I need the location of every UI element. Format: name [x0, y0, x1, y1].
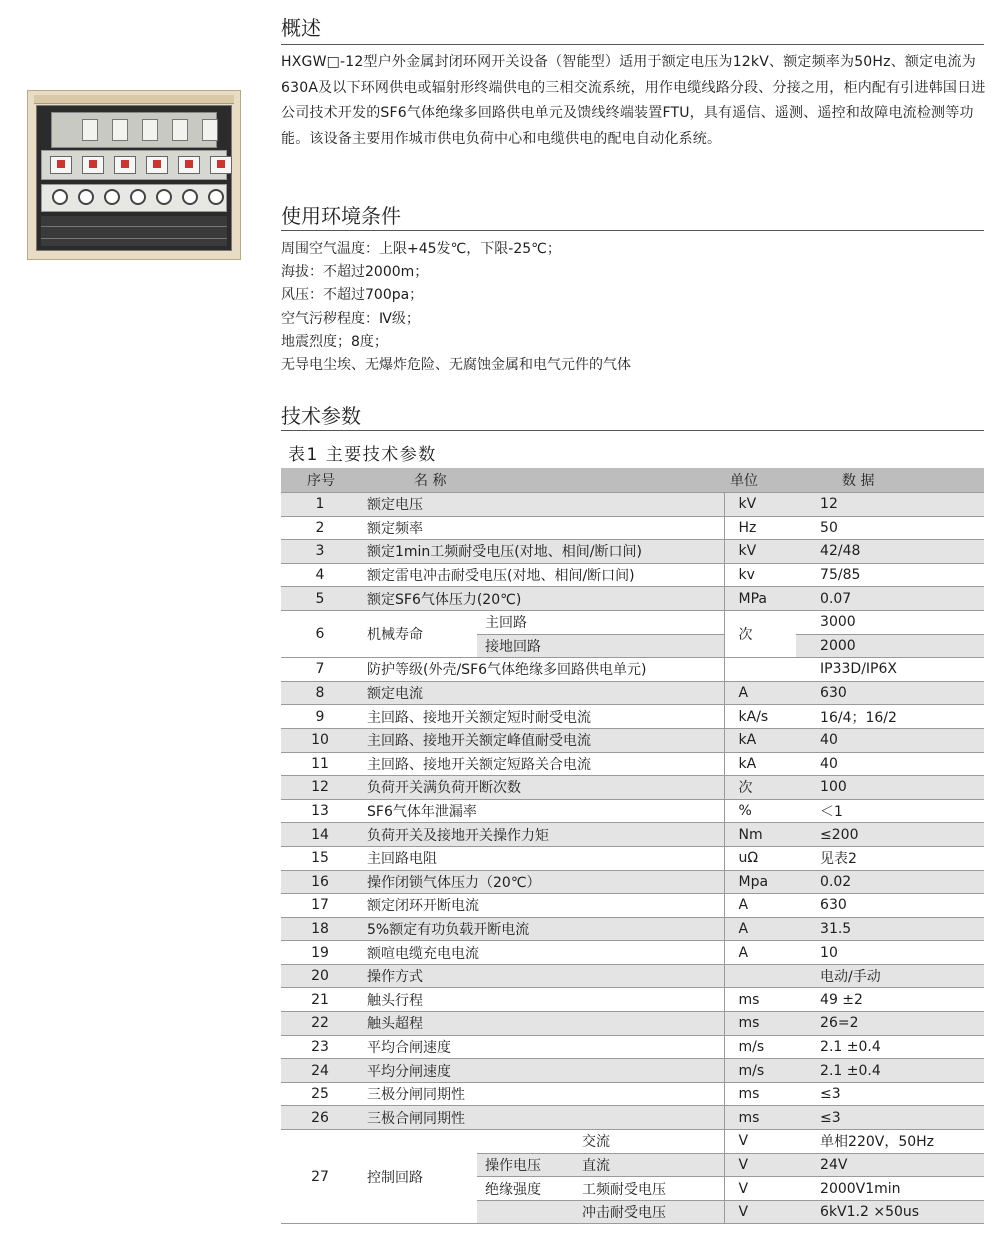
row-value: 40 [796, 728, 984, 752]
row-unit: kA/s [724, 705, 796, 729]
table-row [281, 752, 984, 776]
row-name: 额定SF6气体压力(20℃) [359, 587, 724, 611]
spec-table [281, 468, 984, 1224]
row-name: 额定1min工频耐受电压(对地、相间/断口间) [359, 540, 724, 564]
env-atmosphere: 无导电尘埃、无爆炸危险、无腐蚀金属和电气元件的气体 [281, 356, 631, 373]
table-row [281, 799, 984, 823]
row-unit [724, 964, 796, 988]
table-row [281, 1106, 984, 1130]
row-unit: A [724, 894, 796, 918]
table-row [281, 870, 984, 894]
row-value: 单相220V，50Hz [796, 1130, 984, 1154]
row-value: 2000V1min [796, 1177, 984, 1201]
row-name: 主回路、接地开关额定峰值耐受电流 [359, 728, 724, 752]
row-unit: kV [724, 493, 796, 517]
row-name: 触头行程 [359, 988, 724, 1012]
row-unit: kA [724, 752, 796, 776]
params-title: 技术参数 [281, 404, 361, 428]
row-unit: ms [724, 988, 796, 1012]
row-group: 绝缘强度 [477, 1177, 574, 1201]
table-header-row [281, 468, 984, 493]
row-value: ＜1 [796, 799, 984, 823]
table-row [281, 516, 984, 540]
table-row [281, 823, 984, 847]
row-value: 49 ±2 [796, 988, 984, 1012]
row-no: 7 [281, 658, 359, 682]
row-subname: 冲击耐受电压 [574, 1200, 724, 1224]
row-no: 11 [281, 752, 359, 776]
row-name: 机械寿命 [359, 610, 477, 657]
row-name: 主回路、接地开关额定短路关合电流 [359, 752, 724, 776]
row-name: 额定电流 [359, 681, 724, 705]
row-unit: V [724, 1130, 796, 1154]
env-wind-pressure: 风压：不超过700pa； [281, 287, 424, 304]
row-name: 操作闭锁气体压力（20℃） [359, 870, 724, 894]
row-unit: 次 [724, 776, 796, 800]
row-no: 5 [281, 587, 359, 611]
row-no: 1 [281, 493, 359, 517]
row-no: 2 [281, 516, 359, 540]
row-value: ≤3 [796, 1082, 984, 1106]
environment-list [281, 238, 981, 377]
table-row [281, 1059, 984, 1083]
row-subname: 工频耐受电压 [574, 1177, 724, 1201]
row-name: 负荷开关满负荷开断次数 [359, 776, 724, 800]
row-unit: Nm [724, 823, 796, 847]
row-value: ≤3 [796, 1106, 984, 1130]
env-pollution: 空气污秽程度：Ⅳ级； [281, 310, 420, 327]
row-name: 主回路、接地开关额定短时耐受电流 [359, 705, 724, 729]
row-value: 100 [796, 776, 984, 800]
row-value: 16/4；16/2 [796, 705, 984, 729]
row-unit: Hz [724, 516, 796, 540]
row-no: 10 [281, 728, 359, 752]
row-value: 2000 [796, 634, 984, 658]
row-name: 触头超程 [359, 1012, 724, 1036]
env-seismic: 地震烈度；8度； [281, 333, 388, 350]
row-name: SF6气体年泄漏率 [359, 799, 724, 823]
table-row [281, 1012, 984, 1036]
row-unit: V [724, 1153, 796, 1177]
row-no: 9 [281, 705, 359, 729]
table-row [281, 917, 984, 941]
row-group-empty [477, 1130, 574, 1154]
table-row [281, 846, 984, 870]
row-no: 19 [281, 941, 359, 965]
row-no: 27 [281, 1130, 359, 1224]
row-value: 50 [796, 516, 984, 540]
environment-rule [281, 230, 984, 231]
header-no: 序号 [281, 468, 359, 493]
row-no: 18 [281, 917, 359, 941]
row-name: 额定频率 [359, 516, 724, 540]
row-name: 主回路电阻 [359, 846, 724, 870]
row-value: 0.07 [796, 587, 984, 611]
row-unit: A [724, 681, 796, 705]
row-unit: MPa [724, 587, 796, 611]
row-subname: 接地回路 [477, 634, 724, 658]
row-no: 20 [281, 964, 359, 988]
row-value: 42/48 [796, 540, 984, 564]
table-row [281, 776, 984, 800]
table-row [281, 894, 984, 918]
row-value: 见表2 [796, 846, 984, 870]
row-unit: kA [724, 728, 796, 752]
row-subname: 直流 [574, 1153, 724, 1177]
row-unit [724, 658, 796, 682]
row-subname: 交流 [574, 1130, 724, 1154]
row-value: 6kV1.2 ×50us [796, 1200, 984, 1224]
environment-title: 使用环境条件 [281, 204, 401, 228]
row-no: 21 [281, 988, 359, 1012]
table-row [281, 493, 984, 517]
row-unit: uΩ [724, 846, 796, 870]
row-unit: kV [724, 540, 796, 564]
row-name: 负荷开关及接地开关操作力矩 [359, 823, 724, 847]
row-unit: kv [724, 563, 796, 587]
row-value: 2.1 ±0.4 [796, 1035, 984, 1059]
row-group: 操作电压 [477, 1153, 574, 1177]
header-value: 数 据 [796, 468, 984, 493]
row-no: 25 [281, 1082, 359, 1106]
row-value: ≤200 [796, 823, 984, 847]
row-value: 40 [796, 752, 984, 776]
row-unit: V [724, 1200, 796, 1224]
row-value: IP33D/IP6X [796, 658, 984, 682]
row-unit: A [724, 917, 796, 941]
row-unit: Mpa [724, 870, 796, 894]
row-name: 额喧电缆充电电流 [359, 941, 724, 965]
row-value: 0.02 [796, 870, 984, 894]
row-value: 31.5 [796, 917, 984, 941]
row-no: 6 [281, 610, 359, 657]
row-subname: 主回路 [477, 610, 724, 634]
row-group-empty [477, 1200, 574, 1224]
row-value: 24V [796, 1153, 984, 1177]
row-name: 操作方式 [359, 964, 724, 988]
table-row [281, 658, 984, 682]
row-unit: A [724, 941, 796, 965]
table-row [281, 540, 984, 564]
row-unit: 次 [724, 610, 796, 657]
table-row [281, 587, 984, 611]
env-temperature: 周围空气温度：上限+45发℃，下限-25℃； [281, 241, 561, 257]
row-unit: ms [724, 1106, 796, 1130]
row-unit: V [724, 1177, 796, 1201]
row-no: 14 [281, 823, 359, 847]
product-photo [27, 90, 241, 260]
row-value: 电动/手动 [796, 964, 984, 988]
row-name: 控制回路 [359, 1130, 477, 1224]
row-no: 13 [281, 799, 359, 823]
row-unit: m/s [724, 1035, 796, 1059]
overview-rule [281, 44, 984, 45]
row-no: 15 [281, 846, 359, 870]
row-name: 平均合闸速度 [359, 1035, 724, 1059]
row-value: 630 [796, 894, 984, 918]
table-row [281, 1082, 984, 1106]
row-value: 3000 [796, 610, 984, 634]
row-name: 额定雷电冲击耐受电压(对地、相间/断口间) [359, 563, 724, 587]
row-unit: ms [724, 1082, 796, 1106]
table-row [281, 941, 984, 965]
row-no: 16 [281, 870, 359, 894]
table-row [281, 563, 984, 587]
row-unit: m/s [724, 1059, 796, 1083]
row-no: 3 [281, 540, 359, 564]
table-row [281, 964, 984, 988]
row-no: 17 [281, 894, 359, 918]
row-no: 12 [281, 776, 359, 800]
table-row [281, 728, 984, 752]
row-name: 三极分闸同期性 [359, 1082, 724, 1106]
row-value: 630 [796, 681, 984, 705]
row-no: 23 [281, 1035, 359, 1059]
row-no: 24 [281, 1059, 359, 1083]
row-value: 2.1 ±0.4 [796, 1059, 984, 1083]
table-row [281, 1130, 984, 1154]
header-name: 名 称 [359, 468, 724, 493]
row-value: 26=2 [796, 1012, 984, 1036]
row-unit: % [724, 799, 796, 823]
row-no: 8 [281, 681, 359, 705]
row-name: 防护等级(外壳/SF6气体绝缘多回路供电单元) [359, 658, 724, 682]
row-name: 三极合闸同期性 [359, 1106, 724, 1130]
table-row [281, 705, 984, 729]
table-row [281, 681, 984, 705]
params-rule [281, 430, 984, 431]
row-name: 5%额定有功负载开断电流 [359, 917, 724, 941]
row-value: 75/85 [796, 563, 984, 587]
row-unit: ms [724, 1012, 796, 1036]
overview-text: HXGW□-12型户外金属封闭环网开关设备（智能型）适用于额定电压为12kV、额定频率为50Hz、额定电流为630A及以下环网供电或辐射形终端供电的三相交流系统，用作电缆线路分段、分接之用，柜内配有引进韩国日进公司技术开发的SF6气体绝缘多回路供电单元及馈线终端装置FTU，具有遥信、遥测、遥控和故障电流检测等功能。该设备主要用作城市供电负荷中心和电缆供电的配电自动化系统。 [281, 54, 986, 147]
env-altitude: 海拔：不超过2000m； [281, 264, 429, 281]
overview-title: 概述 [281, 16, 321, 40]
header-unit: 单位 [724, 468, 796, 493]
table-row [281, 1035, 984, 1059]
row-name: 平均分闸速度 [359, 1059, 724, 1083]
table-caption: 表1 主要技术参数 [288, 445, 437, 465]
row-name: 额定闭环开断电流 [359, 894, 724, 918]
table-row [281, 610, 984, 634]
row-no: 22 [281, 1012, 359, 1036]
table-row [281, 988, 984, 1012]
row-value: 12 [796, 493, 984, 517]
row-value: 10 [796, 941, 984, 965]
row-no: 26 [281, 1106, 359, 1130]
row-name: 额定电压 [359, 493, 724, 517]
row-no: 4 [281, 563, 359, 587]
